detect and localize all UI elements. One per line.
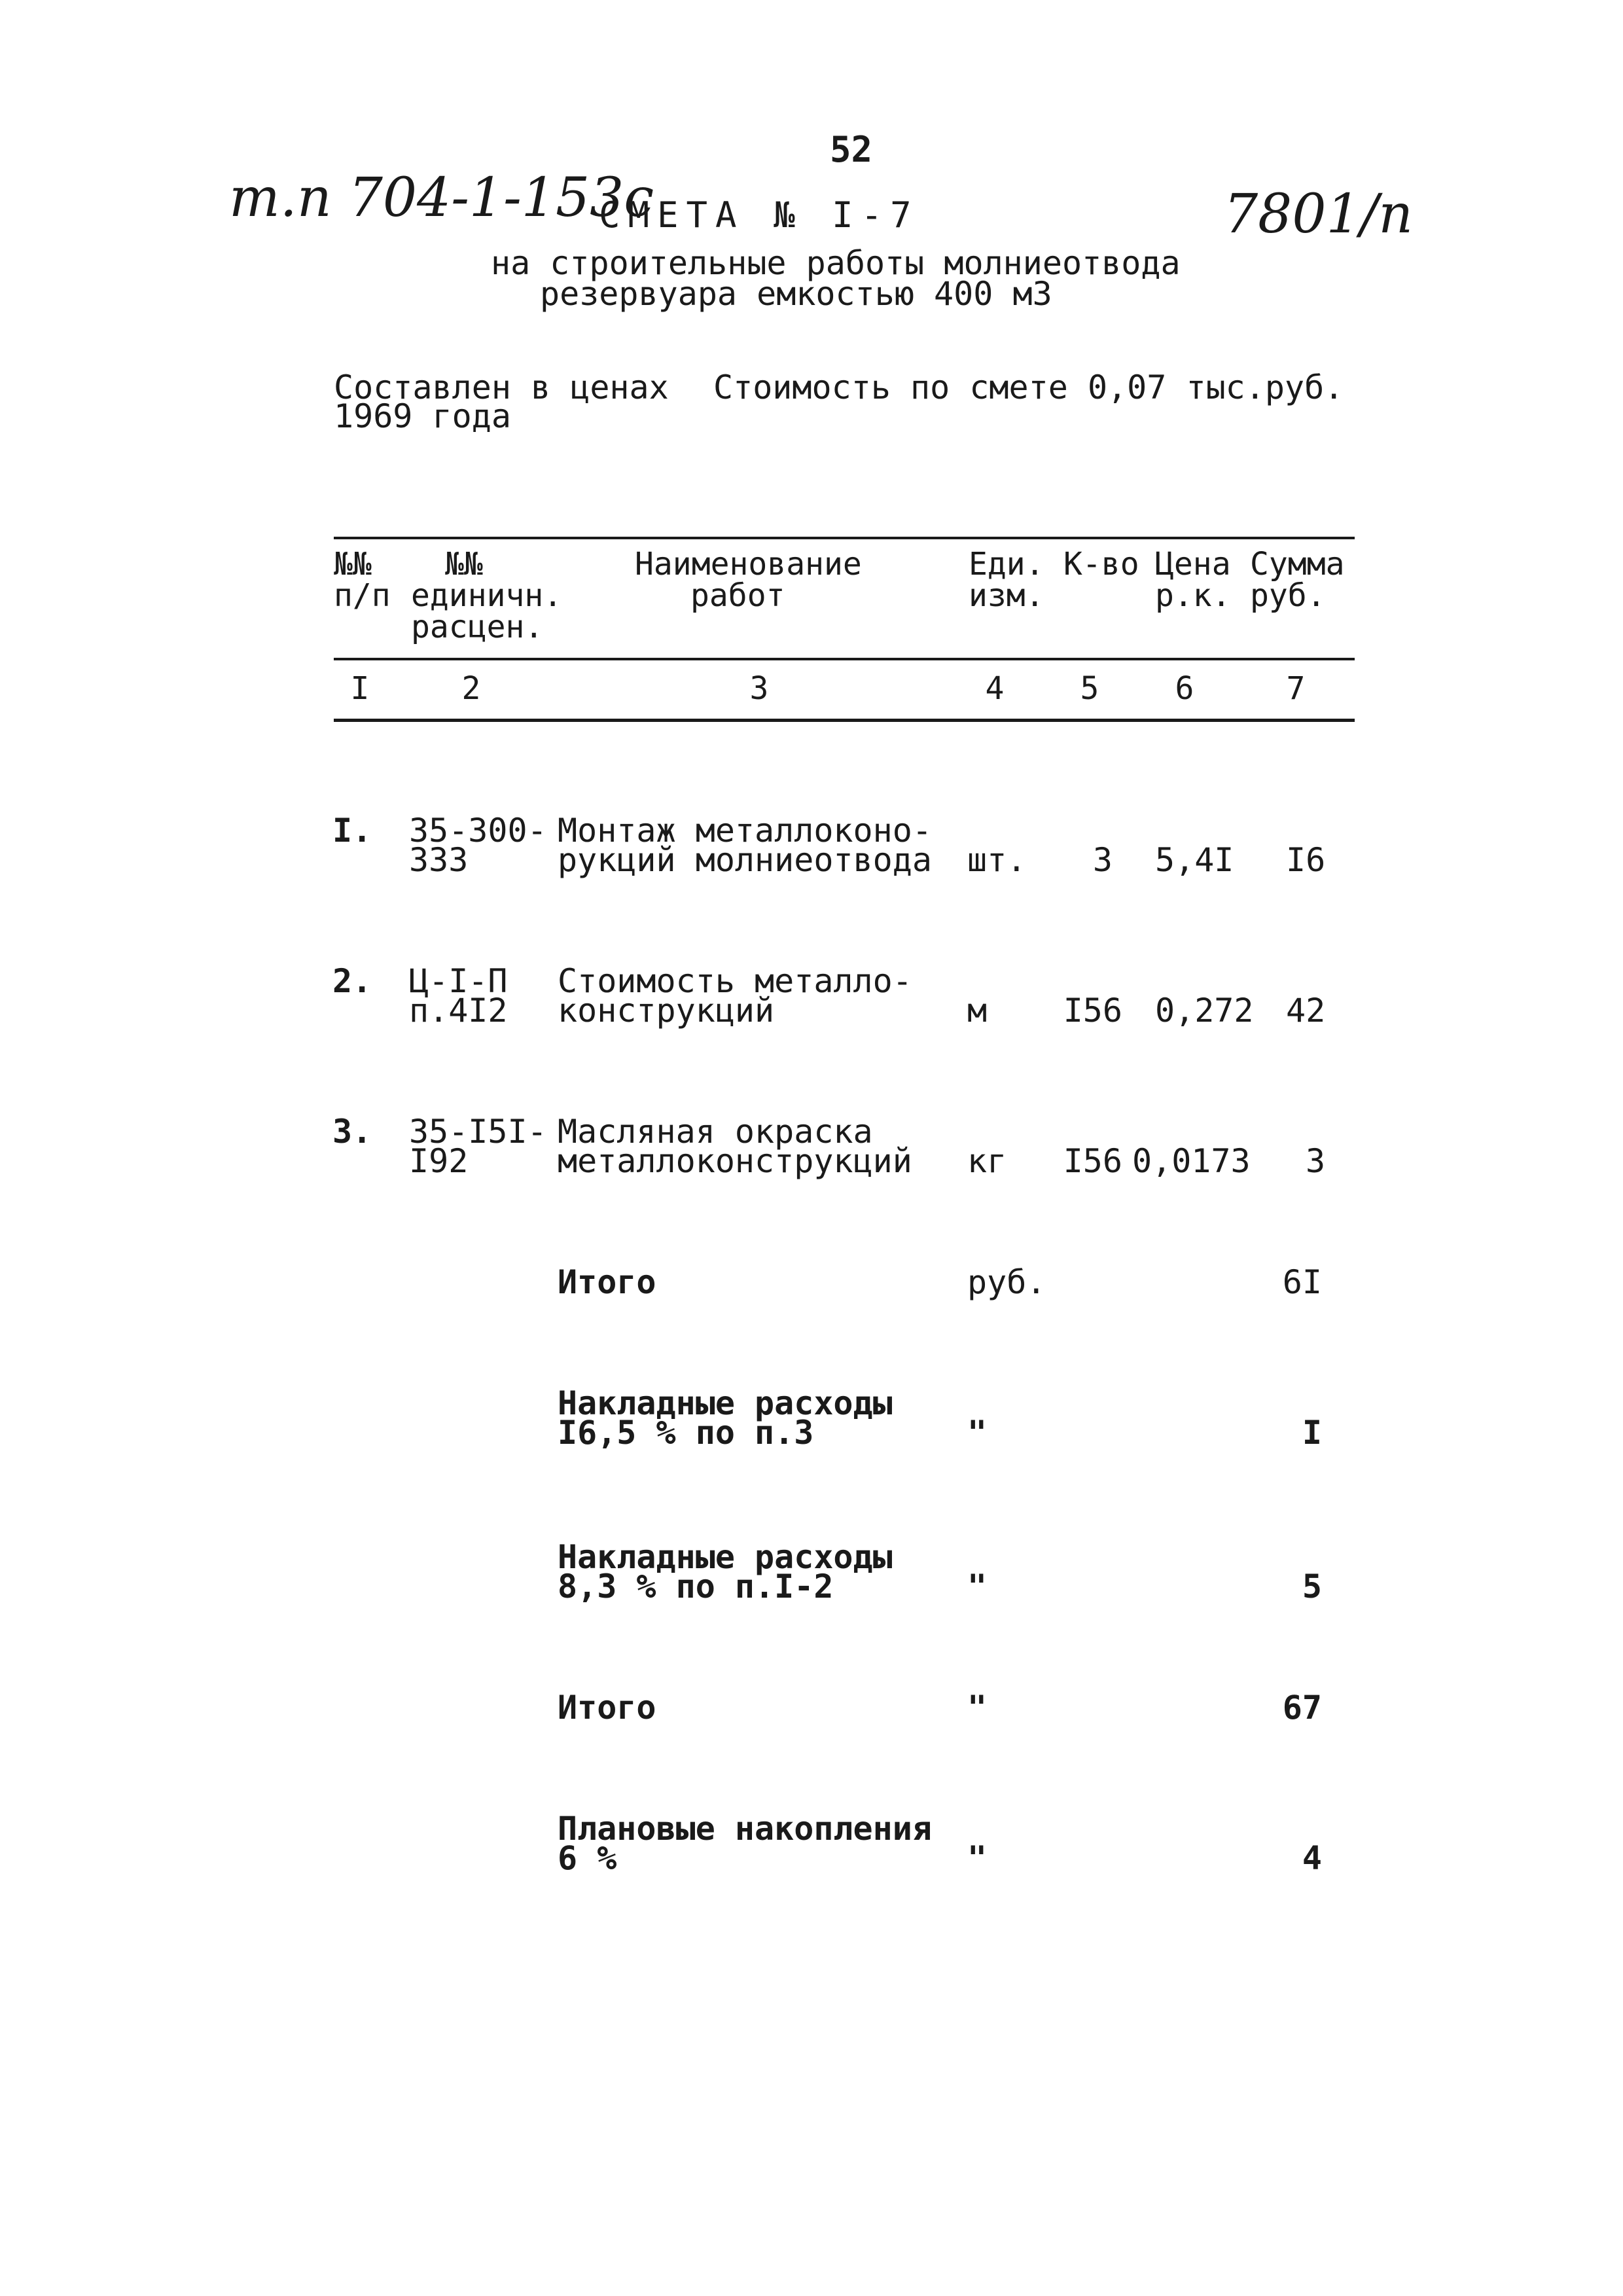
- row3-code-line1: 35-I5I-: [409, 1113, 547, 1151]
- row1-code-line1: 35-300-: [409, 812, 547, 850]
- header-col3-line2: работ: [690, 577, 785, 614]
- summary2-unit: ": [967, 1414, 988, 1452]
- header-col1-line2: п/п: [334, 577, 391, 614]
- document-subtitle-line2: резервуара емкостью 400 м3: [540, 275, 1052, 313]
- row1-name-line1: Монтаж металлоконо-: [558, 812, 932, 850]
- document-title: СМЕТА № I-7: [599, 194, 919, 236]
- row2-name-line2: конструкций: [558, 992, 775, 1030]
- row3-unit: кг: [967, 1142, 1007, 1180]
- summary3-label-line1: Накладные расходы: [558, 1538, 893, 1576]
- header-col4-line2: изм.: [969, 577, 1044, 614]
- row1-number: I.: [332, 812, 372, 850]
- summary2-sum: I: [1302, 1414, 1322, 1452]
- summary1-sum: 6I: [1282, 1263, 1322, 1301]
- column-number-1: I: [350, 670, 370, 707]
- row2-name-line1: Стоимость металло-: [558, 962, 912, 1000]
- price-basis-line2: 1969 года: [334, 397, 511, 435]
- column-number-3: 3: [749, 670, 769, 707]
- header-col1-line1: №№: [334, 546, 372, 583]
- column-number-4: 4: [985, 670, 1005, 707]
- row2-sum: 42: [1286, 992, 1326, 1030]
- column-number-6: 6: [1175, 670, 1194, 707]
- summary4-sum: 67: [1282, 1689, 1322, 1727]
- row3-number: 3.: [332, 1113, 372, 1151]
- header-col3-line1: Наименование: [635, 546, 862, 583]
- summary1-label: Итого: [558, 1263, 656, 1301]
- header-col5-line1: К-во: [1063, 546, 1139, 583]
- header-col2-line1: №№: [445, 546, 483, 583]
- row2-number: 2.: [332, 962, 372, 1000]
- row2-unit: м: [967, 992, 988, 1030]
- summary4-label: Итого: [558, 1689, 656, 1727]
- header-col7-line2: руб.: [1250, 577, 1326, 614]
- summary5-label-line2: 6 %: [558, 1839, 617, 1877]
- page-number: 52: [830, 129, 873, 170]
- summary3-label-line2: 8,3 % по п.I-2: [558, 1568, 834, 1605]
- price-basis-line1: Составлен в ценах: [334, 368, 669, 406]
- header-col7-line1: Сумма: [1250, 546, 1345, 583]
- summary4-unit: ": [967, 1689, 988, 1727]
- row1-sum: I6: [1286, 841, 1326, 879]
- summary5-label-line1: Плановые накопления: [558, 1810, 932, 1848]
- row3-code-line2: I92: [409, 1142, 469, 1180]
- row1-code-line2: 333: [409, 841, 469, 879]
- summary2-label-line1: Накладные расходы: [558, 1384, 893, 1422]
- header-col6-line2: р.к.: [1155, 577, 1231, 614]
- row2-price: 0,272: [1155, 992, 1254, 1030]
- row3-sum: 3: [1306, 1142, 1326, 1180]
- handwritten-project-code: т.п 704-1-153с: [229, 167, 654, 229]
- header-col2-line3: расцен.: [411, 609, 544, 645]
- row1-name-line2: рукций молниеотвода: [558, 841, 932, 879]
- row2-quantity: I56: [1063, 992, 1122, 1030]
- row2-code-line1: Ц-I-П: [409, 962, 508, 1000]
- summary3-sum: 5: [1302, 1568, 1322, 1605]
- column-number-2: 2: [461, 670, 481, 707]
- header-col2-line2: единичн.: [411, 577, 563, 614]
- row1-quantity: 3: [1092, 841, 1113, 879]
- row3-quantity: I56: [1063, 1142, 1122, 1180]
- row1-unit: шт.: [967, 841, 1027, 879]
- header-col6-line1: Цена: [1155, 546, 1231, 583]
- row1-price: 5,4I: [1155, 841, 1234, 879]
- header-bottom-rule: [334, 658, 1355, 660]
- header-col4-line1: Еди.: [969, 546, 1044, 583]
- summary5-unit: ": [967, 1839, 988, 1877]
- document-subtitle-line1: на строительные работы молниеотвода: [491, 244, 1181, 282]
- row3-name-line2: металлоконструкций: [558, 1142, 912, 1180]
- row3-name-line1: Масляная окраска: [558, 1113, 873, 1151]
- column-number-7: 7: [1286, 670, 1306, 707]
- summary2-label-line2: I6,5 % по п.3: [558, 1414, 814, 1452]
- column-numbers-bottom-rule: [334, 719, 1355, 722]
- table-top-rule: [334, 537, 1355, 539]
- summary1-unit: руб.: [967, 1263, 1046, 1301]
- handwritten-sheet-code: 7801/п: [1224, 183, 1414, 245]
- column-number-5: 5: [1080, 670, 1099, 707]
- row3-price: 0,0173: [1132, 1142, 1251, 1180]
- summary3-unit: ": [967, 1568, 988, 1605]
- summary5-sum: 4: [1302, 1839, 1322, 1877]
- estimate-cost: Стоимость по смете 0,07 тыс.руб.: [713, 368, 1344, 406]
- row2-code-line2: п.4I2: [409, 992, 508, 1030]
